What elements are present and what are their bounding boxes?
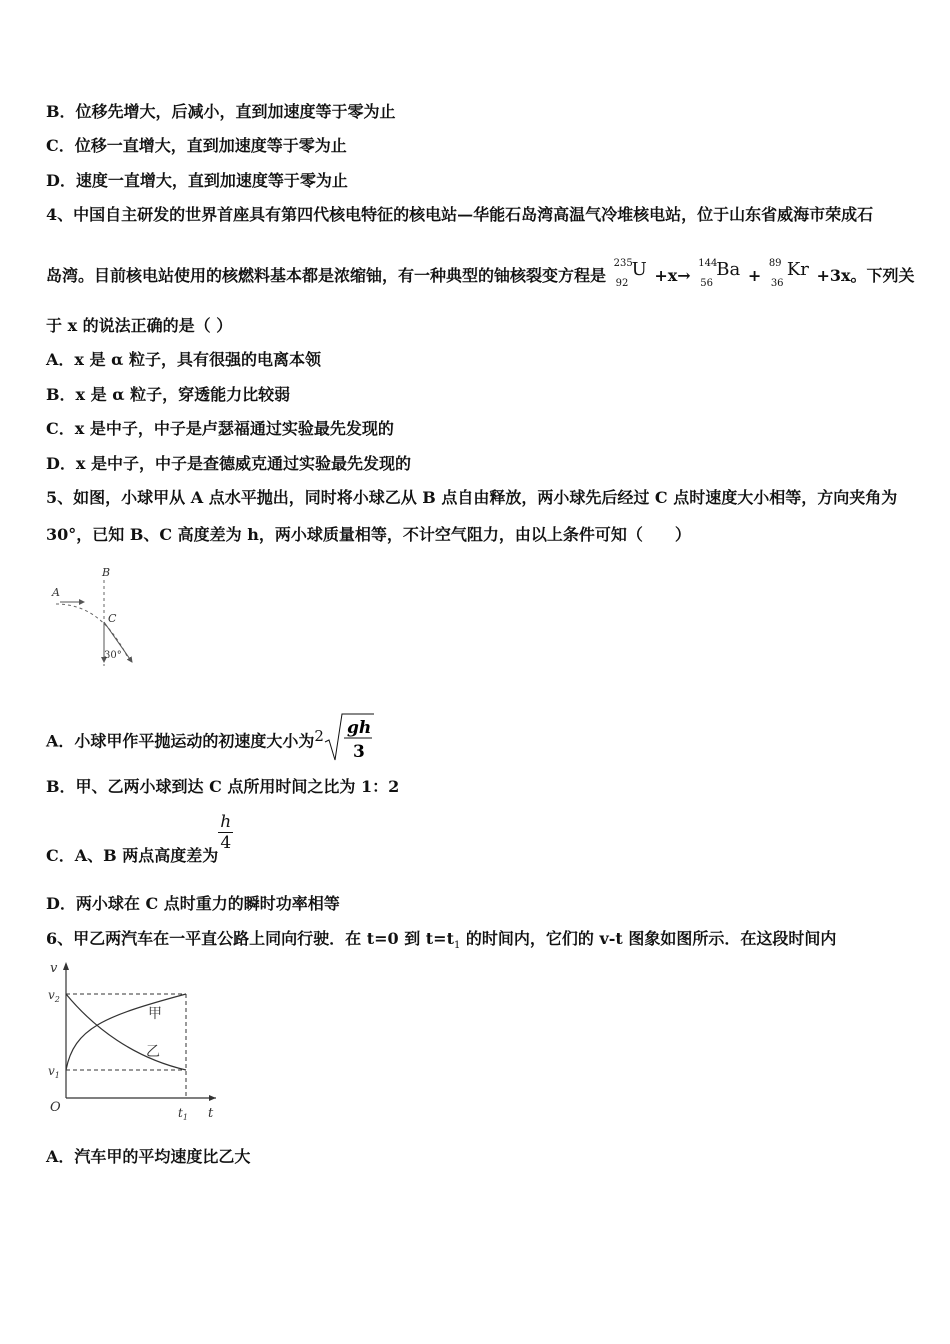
v-axis-arrow-icon	[63, 962, 69, 970]
q6-vt-graph	[44, 958, 224, 1124]
svg-text:gh: gh	[346, 718, 372, 738]
q3-option-b: B．位移先增大，后减小，直到加速度等于零为止	[46, 102, 396, 121]
svg-text:3: 3	[352, 742, 365, 762]
v-axis-label: v	[50, 961, 58, 976]
yi-label: 乙	[146, 1044, 160, 1060]
jia-label: 甲	[148, 1006, 162, 1022]
q5-option-d: D．两小球在 C 点时重力的瞬时功率相等	[46, 894, 340, 913]
q5-stem-line1: 5、如图，小球甲从 A 点水平抛出，同时将小球乙从 B 点自由释放，两小球先后经过 C 点时速度大小相等，方向夹角为	[46, 488, 898, 507]
uranium-nuclide: 235 92 U	[613, 258, 647, 289]
angle-label: 30°	[104, 650, 122, 661]
sqrt-expression	[324, 712, 374, 764]
q4-option-c: C．x 是中子，中子是卢瑟福通过实验最先发现的	[46, 419, 394, 438]
q6-stem-line1: 6、甲乙两汽车在一平直公路上同向行驶．在 t=0 到 $t=t_1$ 的时间内，它们的 v-t 图象如图所示．在这段时间内	[46, 929, 837, 951]
q4-option-d: D．x 是中子，中子是查德威克通过实验最先发现的	[46, 454, 411, 473]
q5-figure	[48, 562, 148, 670]
origin-label: O	[50, 1100, 61, 1115]
krypton-nuclide: 89 36 Kr	[768, 258, 809, 289]
point-a-label: A	[52, 586, 60, 599]
plus-x: +x→	[654, 266, 691, 285]
q4-stem-prefix: 岛湾。目前核电站使用的核燃料基本都是浓缩铀，有一种典型的铀核裂变方程是	[46, 266, 607, 285]
q3-option-c: C．位移一直增大，直到加速度等于零为止	[46, 136, 347, 155]
point-b-label: B	[102, 566, 111, 579]
v2-label: $v_2$	[48, 988, 60, 1004]
q4-stem-line1: 4、中国自主研发的世界首座具有第四代核电特征的核电站—华能石岛湾高温气冷堆核电站，位于山东省威海市荣成石	[46, 205, 874, 224]
q5-option-c: C．A、B 两点高度差为 $\frac{h}{4}$	[46, 812, 232, 865]
point-c-label: C	[108, 612, 117, 625]
q4-option-a: A．x 是 α 粒子，具有很强的电离本领	[46, 350, 321, 369]
fraction-h-over-4: $\frac{h}{4}$	[220, 812, 232, 853]
q6-option-a: A．汽车甲的平均速度比乙大	[46, 1147, 251, 1166]
q5-option-a: A．小球甲作平抛运动的初速度大小为2 gh 3	[46, 716, 374, 746]
q4-stem-suffix: +3x。下列关	[816, 266, 915, 285]
barium-nuclide: 144 56 Ba	[698, 258, 741, 289]
sqrt-sign-icon	[324, 712, 374, 764]
v1-label: $v_1$	[48, 1064, 60, 1080]
coefficient: 2	[314, 726, 324, 745]
q3-option-d: D．速度一直增大，直到加速度等于零为止	[46, 171, 348, 190]
q5-stem-line2: 30°，已知 B、C 高度差为 h，两小球质量相等，不计空气阻力，由以上条件可知（ ）	[46, 525, 691, 544]
curve-jia	[66, 994, 186, 1070]
curve-yi	[66, 994, 186, 1070]
q4-stem-line2	[46, 258, 915, 289]
t1-label: $t_1$	[178, 1106, 188, 1122]
t-axis-label: t	[208, 1106, 214, 1121]
q4-stem-line3: 于 x 的说法正确的是（ ）	[46, 316, 233, 335]
q5-option-b: B．甲、乙两小球到达 C 点所用时间之比为 1：2	[46, 777, 400, 796]
t-axis-arrow-icon	[209, 1095, 216, 1101]
q4-option-b: B．x 是 α 粒子，穿透能力比较弱	[46, 385, 291, 404]
plus: +	[747, 266, 762, 285]
